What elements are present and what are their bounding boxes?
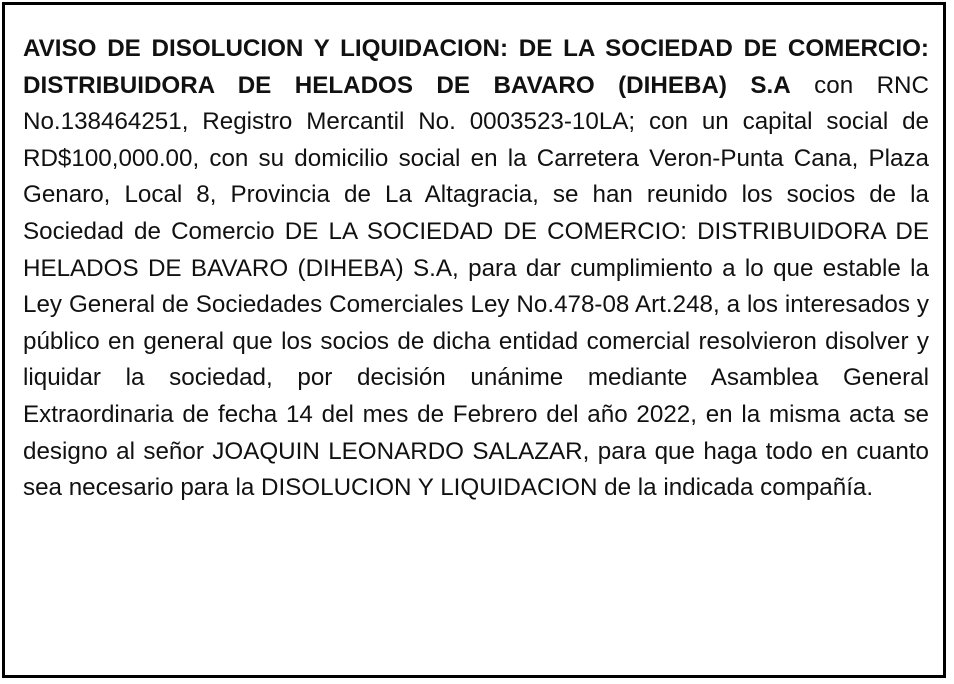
notice-title: AVISO DE DISOLUCION Y LIQUIDACION: DE LA SOCIEDAD DE COMERCIO: DISTRIBUIDORA DE HELADOS DE BAVARO (DIHEBA) S.A bbox=[23, 35, 929, 99]
legal-notice-box bbox=[2, 2, 946, 678]
notice-body: con RNC No.138464251, Registro Mercantil No. 0003523-10LA; con un capital social de RD$100,000.00, con su domicilio social en la Carretera Veron-Punta Cana, Plaza Genaro, Local 8, Provincia de La Altagracia, se han reunido los socios de la Sociedad de Comercio DE LA SOCIEDAD DE COMERCIO: DISTRIBUIDORA DE HELADOS DE BAVARO (DIHEBA) S.A, para dar cumplimiento a lo que estable la Ley General de Sociedades Comerciales Ley No.478-08 Art.248, a los interesados y público en general que los socios de dicha entidad comercial resolvieron disolver y liquidar la sociedad, por decisión unánime mediante Asamblea General Extraordinaria de fecha 14 del mes de Febrero del año 2022, en la misma acta se designo al señor JOAQUIN LEONARDO SALAZAR, para que haga todo en cuanto sea necesario para la DISOLUCION Y LIQUIDACION de la indicada compañía. bbox=[23, 71, 929, 502]
notice-paragraph bbox=[23, 31, 929, 507]
